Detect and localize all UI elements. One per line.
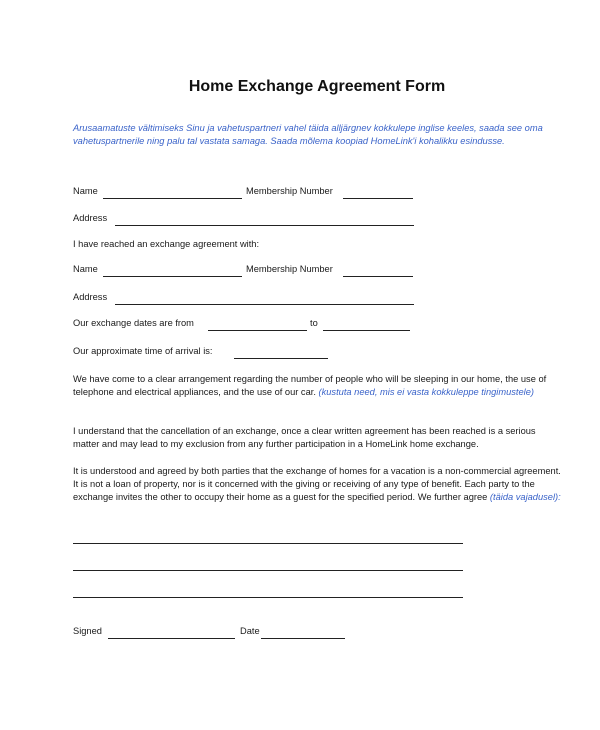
arrival-row xyxy=(73,346,563,360)
party1-address-label: Address xyxy=(73,213,108,223)
arrival-label: Our approximate time of arrival is: xyxy=(73,346,213,356)
clause-cancellation-text: I understand that the cancellation of an exchange, once a clear written agreement has been reached is a serious matter and may lead to my exclusion from any further participation in a HomeLink home exchange. xyxy=(73,426,536,449)
date-from-field[interactable] xyxy=(208,330,307,331)
clause-arrangement-note: (kustuta need, mis ei vasta kokkuleppe tingimustele) xyxy=(318,387,535,397)
clause-non-commercial xyxy=(73,465,563,504)
further-agreement-line-1[interactable] xyxy=(73,543,463,544)
party2-name-label: Name xyxy=(73,264,98,274)
dates-to-label: to xyxy=(310,318,318,328)
party1-address-field[interactable] xyxy=(115,225,414,226)
party2-address-label: Address xyxy=(73,292,108,302)
party1-membership-label: Membership Number xyxy=(246,186,333,196)
party2-name-field[interactable] xyxy=(103,276,242,277)
date-to-field[interactable] xyxy=(323,330,410,331)
party2-name-row xyxy=(73,264,563,278)
signature-row xyxy=(73,626,563,640)
page-title: Home Exchange Agreement Form xyxy=(188,78,446,95)
agreement-with-row xyxy=(73,239,563,253)
agreement-with-label: I have reached an exchange agreement with: xyxy=(73,239,260,249)
party1-name-row xyxy=(73,186,563,200)
dates-from-label: Our exchange dates are from xyxy=(73,318,194,328)
clause-cancellation xyxy=(73,425,563,451)
intro-note: Arusaamatuste vältimiseks Sinu ja vahetuspartneri vahel täida alljärgnev kokkulepe inglise keeles, saada see oma vahetuspartnerile ning palu tal vastata samaga. Saada mõlema koopiad HomeLink'i kohalikku esindusse. xyxy=(73,123,543,146)
clause-non-commercial-note: (täida vajadusel): xyxy=(489,492,561,502)
party1-membership-field[interactable] xyxy=(343,198,413,199)
party2-address-field[interactable] xyxy=(115,304,414,305)
clause-arrangement-text: We have come to a clear arrangement regarding the number of people who will be sleeping in our home, the use of telephone and electrical appliances, and the use of our car. xyxy=(73,374,547,397)
party1-name-field[interactable] xyxy=(103,198,242,199)
signature-field[interactable] xyxy=(108,638,235,639)
clause-arrangement xyxy=(73,373,563,399)
party2-membership-label: Membership Number xyxy=(246,264,333,274)
arrival-time-field[interactable] xyxy=(234,358,328,359)
dates-row xyxy=(73,318,563,332)
date-label: Date xyxy=(240,626,260,636)
party2-membership-field[interactable] xyxy=(343,276,413,277)
party2-address-row xyxy=(73,292,563,306)
further-agreement-line-2[interactable] xyxy=(73,570,463,571)
clause-non-commercial-text: It is understood and agreed by both parties that the exchange of homes for a vacation is a non-commercial agreement. It is not a loan of property, nor is it concerned with the giving or receiving of any type of benefit. Each party to the exchange invites the other to occupy their home as a guest for the specified period. We further agree xyxy=(73,466,561,502)
signed-label: Signed xyxy=(73,626,102,636)
party1-address-row xyxy=(73,213,563,227)
signature-date-field[interactable] xyxy=(261,638,345,639)
further-agreement-line-3[interactable] xyxy=(73,597,463,598)
party1-name-label: Name xyxy=(73,186,98,196)
